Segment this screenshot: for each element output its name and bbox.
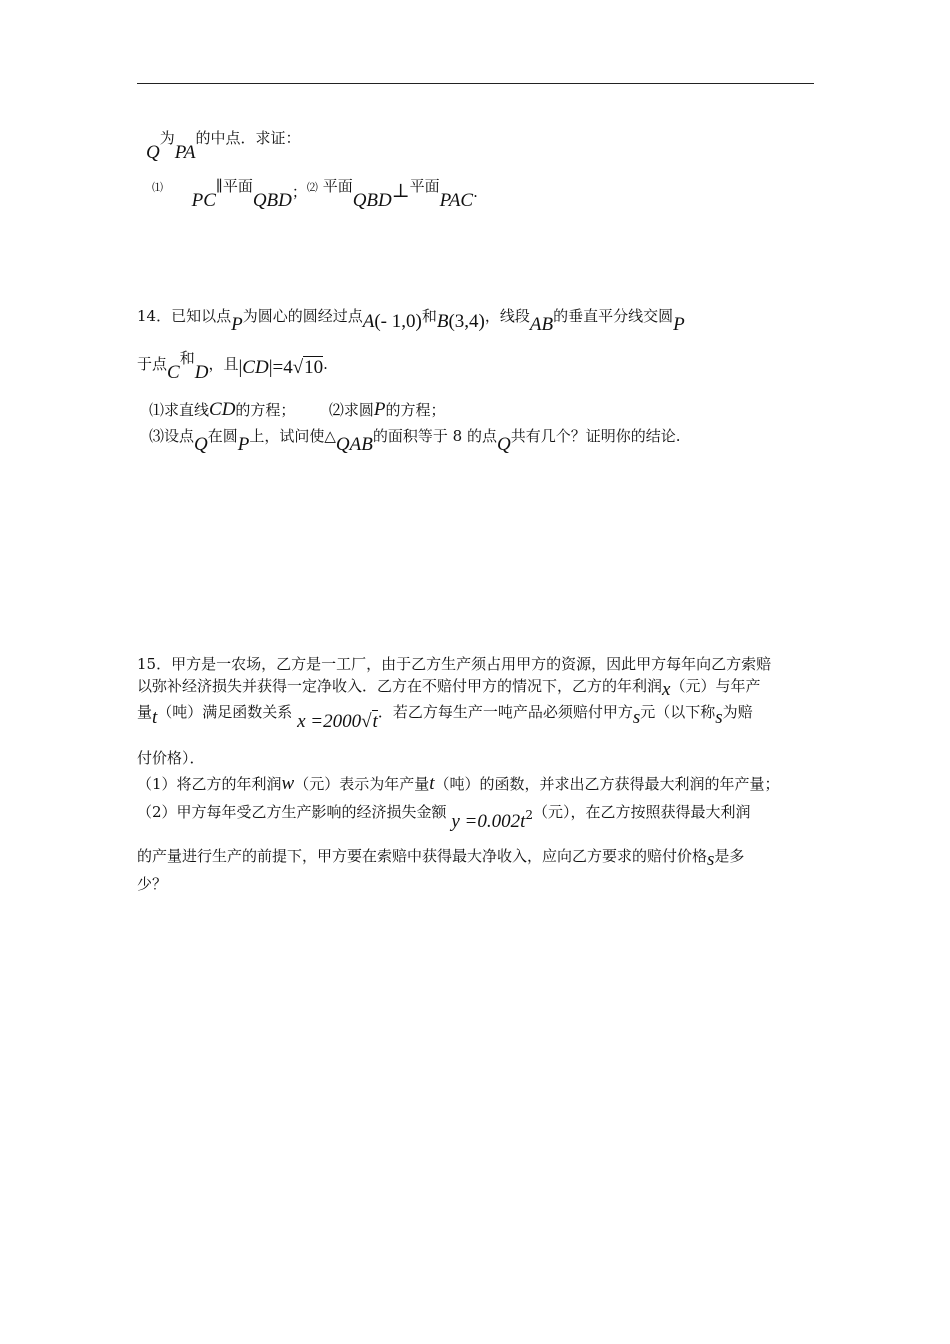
text-p15-q1b: （元）表示为年产量 xyxy=(294,775,430,793)
text-as-price: 为赔 xyxy=(722,703,753,721)
text-at-points: 于点 xyxy=(137,355,168,373)
text-p14-intro: 14．已知以点 xyxy=(137,307,232,325)
text-p15-l2: 以弥补经济损失并获得一定净收入．乙方在不赔付甲方的情况下，乙方的年利润 xyxy=(137,677,663,695)
math-CD-2: CD xyxy=(209,399,236,420)
sqrt-symbol: √ xyxy=(292,357,304,378)
text-period: . xyxy=(473,183,478,201)
text-and-given: ，且 xyxy=(208,355,239,373)
math-QBD: QBD xyxy=(252,190,292,211)
math-PC: PC xyxy=(191,190,216,211)
p14-line2 xyxy=(137,349,328,383)
text-segment: ，线段 xyxy=(484,307,530,325)
math-x: x xyxy=(662,679,671,700)
text-and-2: 和 xyxy=(179,349,195,367)
math-t-2: t xyxy=(372,711,378,732)
abs-right-eq: |=4 xyxy=(268,357,293,378)
text-semicolon: ； xyxy=(291,183,307,201)
math-Q-2: Q xyxy=(194,434,208,455)
text-equation: 的方程； xyxy=(235,401,296,419)
math-QBD-2: QBD xyxy=(352,190,392,211)
part-1-marker: ⑴ xyxy=(152,181,163,194)
p15-line8: 少？ xyxy=(137,875,168,893)
p13-line1 xyxy=(146,129,301,163)
p14-line3 xyxy=(149,400,445,420)
p15-line4: 付价格）． xyxy=(137,749,205,767)
math-w: w xyxy=(281,773,295,794)
math-Q-3: Q xyxy=(496,434,511,455)
text-called: 元（以下称 xyxy=(640,703,716,721)
text-midpoint-prove: 的中点．求证： xyxy=(195,129,301,147)
p15-line2 xyxy=(137,676,761,700)
header-rule xyxy=(137,83,814,84)
math-t-3: t xyxy=(429,773,435,794)
math-B-coord: (3,4) xyxy=(448,311,485,332)
text-and: 和 xyxy=(421,307,437,325)
text-period-2: . xyxy=(323,355,328,373)
math-AB: AB xyxy=(529,314,554,335)
text-plane-2: 平面 xyxy=(409,177,440,195)
math-s: s xyxy=(632,707,641,728)
text-on-circle: 在圆 xyxy=(207,427,238,445)
text-let-point: ⑶设点 xyxy=(149,427,195,445)
text-p15-l3c: ．若乙方每生产一吨产品必须赔付甲方 xyxy=(377,703,633,721)
text-p15-q2b: （元），在乙方按照获得最大利润 xyxy=(533,803,751,821)
text-ask-triangle: 上，试问使△ xyxy=(249,427,336,445)
text-p15-q1: （1）将乙方的年利润 xyxy=(137,775,282,793)
p15-line1: 15．甲方是一农场，乙方是一工厂，由于乙方生产须占用甲方的资源，因此甲方每年向乙方索赔 xyxy=(137,655,772,673)
math-exponent: 2 xyxy=(525,808,534,822)
text-p15-l2b: （元）与年产 xyxy=(670,677,761,695)
math-P-2: P xyxy=(673,314,685,335)
text-find-line: ⑴求直线 xyxy=(149,401,210,419)
math-ten: 10 xyxy=(304,357,324,378)
math-B: B xyxy=(436,311,449,332)
math-s-2: s xyxy=(715,707,723,728)
p15-line6 xyxy=(137,802,751,832)
math-P-4: P xyxy=(237,434,250,455)
math-Q: Q xyxy=(146,142,160,163)
p14-line4 xyxy=(149,426,681,455)
math-y-eq: y =0.002t xyxy=(451,811,526,832)
math-s-3: s xyxy=(707,849,715,870)
text-function-rel: （吨）满足函数关系 xyxy=(157,703,293,721)
p15-line7 xyxy=(137,846,745,870)
text-find-circle: ⑵求圆 xyxy=(328,401,374,419)
p13-line2 xyxy=(152,177,478,211)
text-perp-bisector: 的垂直平分线交圆 xyxy=(553,307,674,325)
math-QAB: QAB xyxy=(335,434,373,455)
math-P-3: P xyxy=(373,399,386,420)
math-x-eq: x =2000 xyxy=(297,711,362,732)
text-how-much: 是多 xyxy=(714,847,745,865)
text-p15-l7: 的产量进行生产的前提下，甲方要在索赔中获得最大净收入，应向乙方要求的赔付价格 xyxy=(137,847,708,865)
text-p15-q1c: （吨）的函数，并求出乙方获得最大利润的年产量； xyxy=(434,775,780,793)
math-t: t xyxy=(152,707,158,728)
abs-left: | xyxy=(238,357,243,378)
p15-line5 xyxy=(137,774,780,794)
text-circle-through: 为圆心的圆经过点 xyxy=(242,307,363,325)
math-C: C xyxy=(167,362,180,383)
text-equation-2: 的方程； xyxy=(385,401,446,419)
text-p15-q2: （2）甲方每年受乙方生产影响的经济损失金额 xyxy=(137,803,447,821)
text-wei: 为 xyxy=(159,129,175,147)
math-D: D xyxy=(194,362,209,383)
math-PA: PA xyxy=(174,142,196,163)
math-P: P xyxy=(231,314,243,335)
math-A: A xyxy=(362,311,375,332)
p15-line3 xyxy=(137,702,753,732)
text-parallel-plane: ∥平面 xyxy=(215,177,253,195)
math-CD: CD xyxy=(242,357,269,378)
part-2-marker: ⑵ xyxy=(306,181,318,194)
text-area-eight: 的面积等于 8 的点 xyxy=(372,427,497,445)
text-how-many: 共有几个？证明你的结论. xyxy=(510,427,681,445)
math-PAC: PAC xyxy=(439,190,474,211)
text-quantity: 量 xyxy=(137,703,153,721)
sqrt-symbol-2: √ xyxy=(361,711,372,732)
math-A-coord: (- 1,0) xyxy=(374,311,422,332)
p14-line1 xyxy=(137,306,685,335)
text-plane: 平面 xyxy=(322,177,353,195)
perp-symbol: ⊥ xyxy=(391,181,410,202)
